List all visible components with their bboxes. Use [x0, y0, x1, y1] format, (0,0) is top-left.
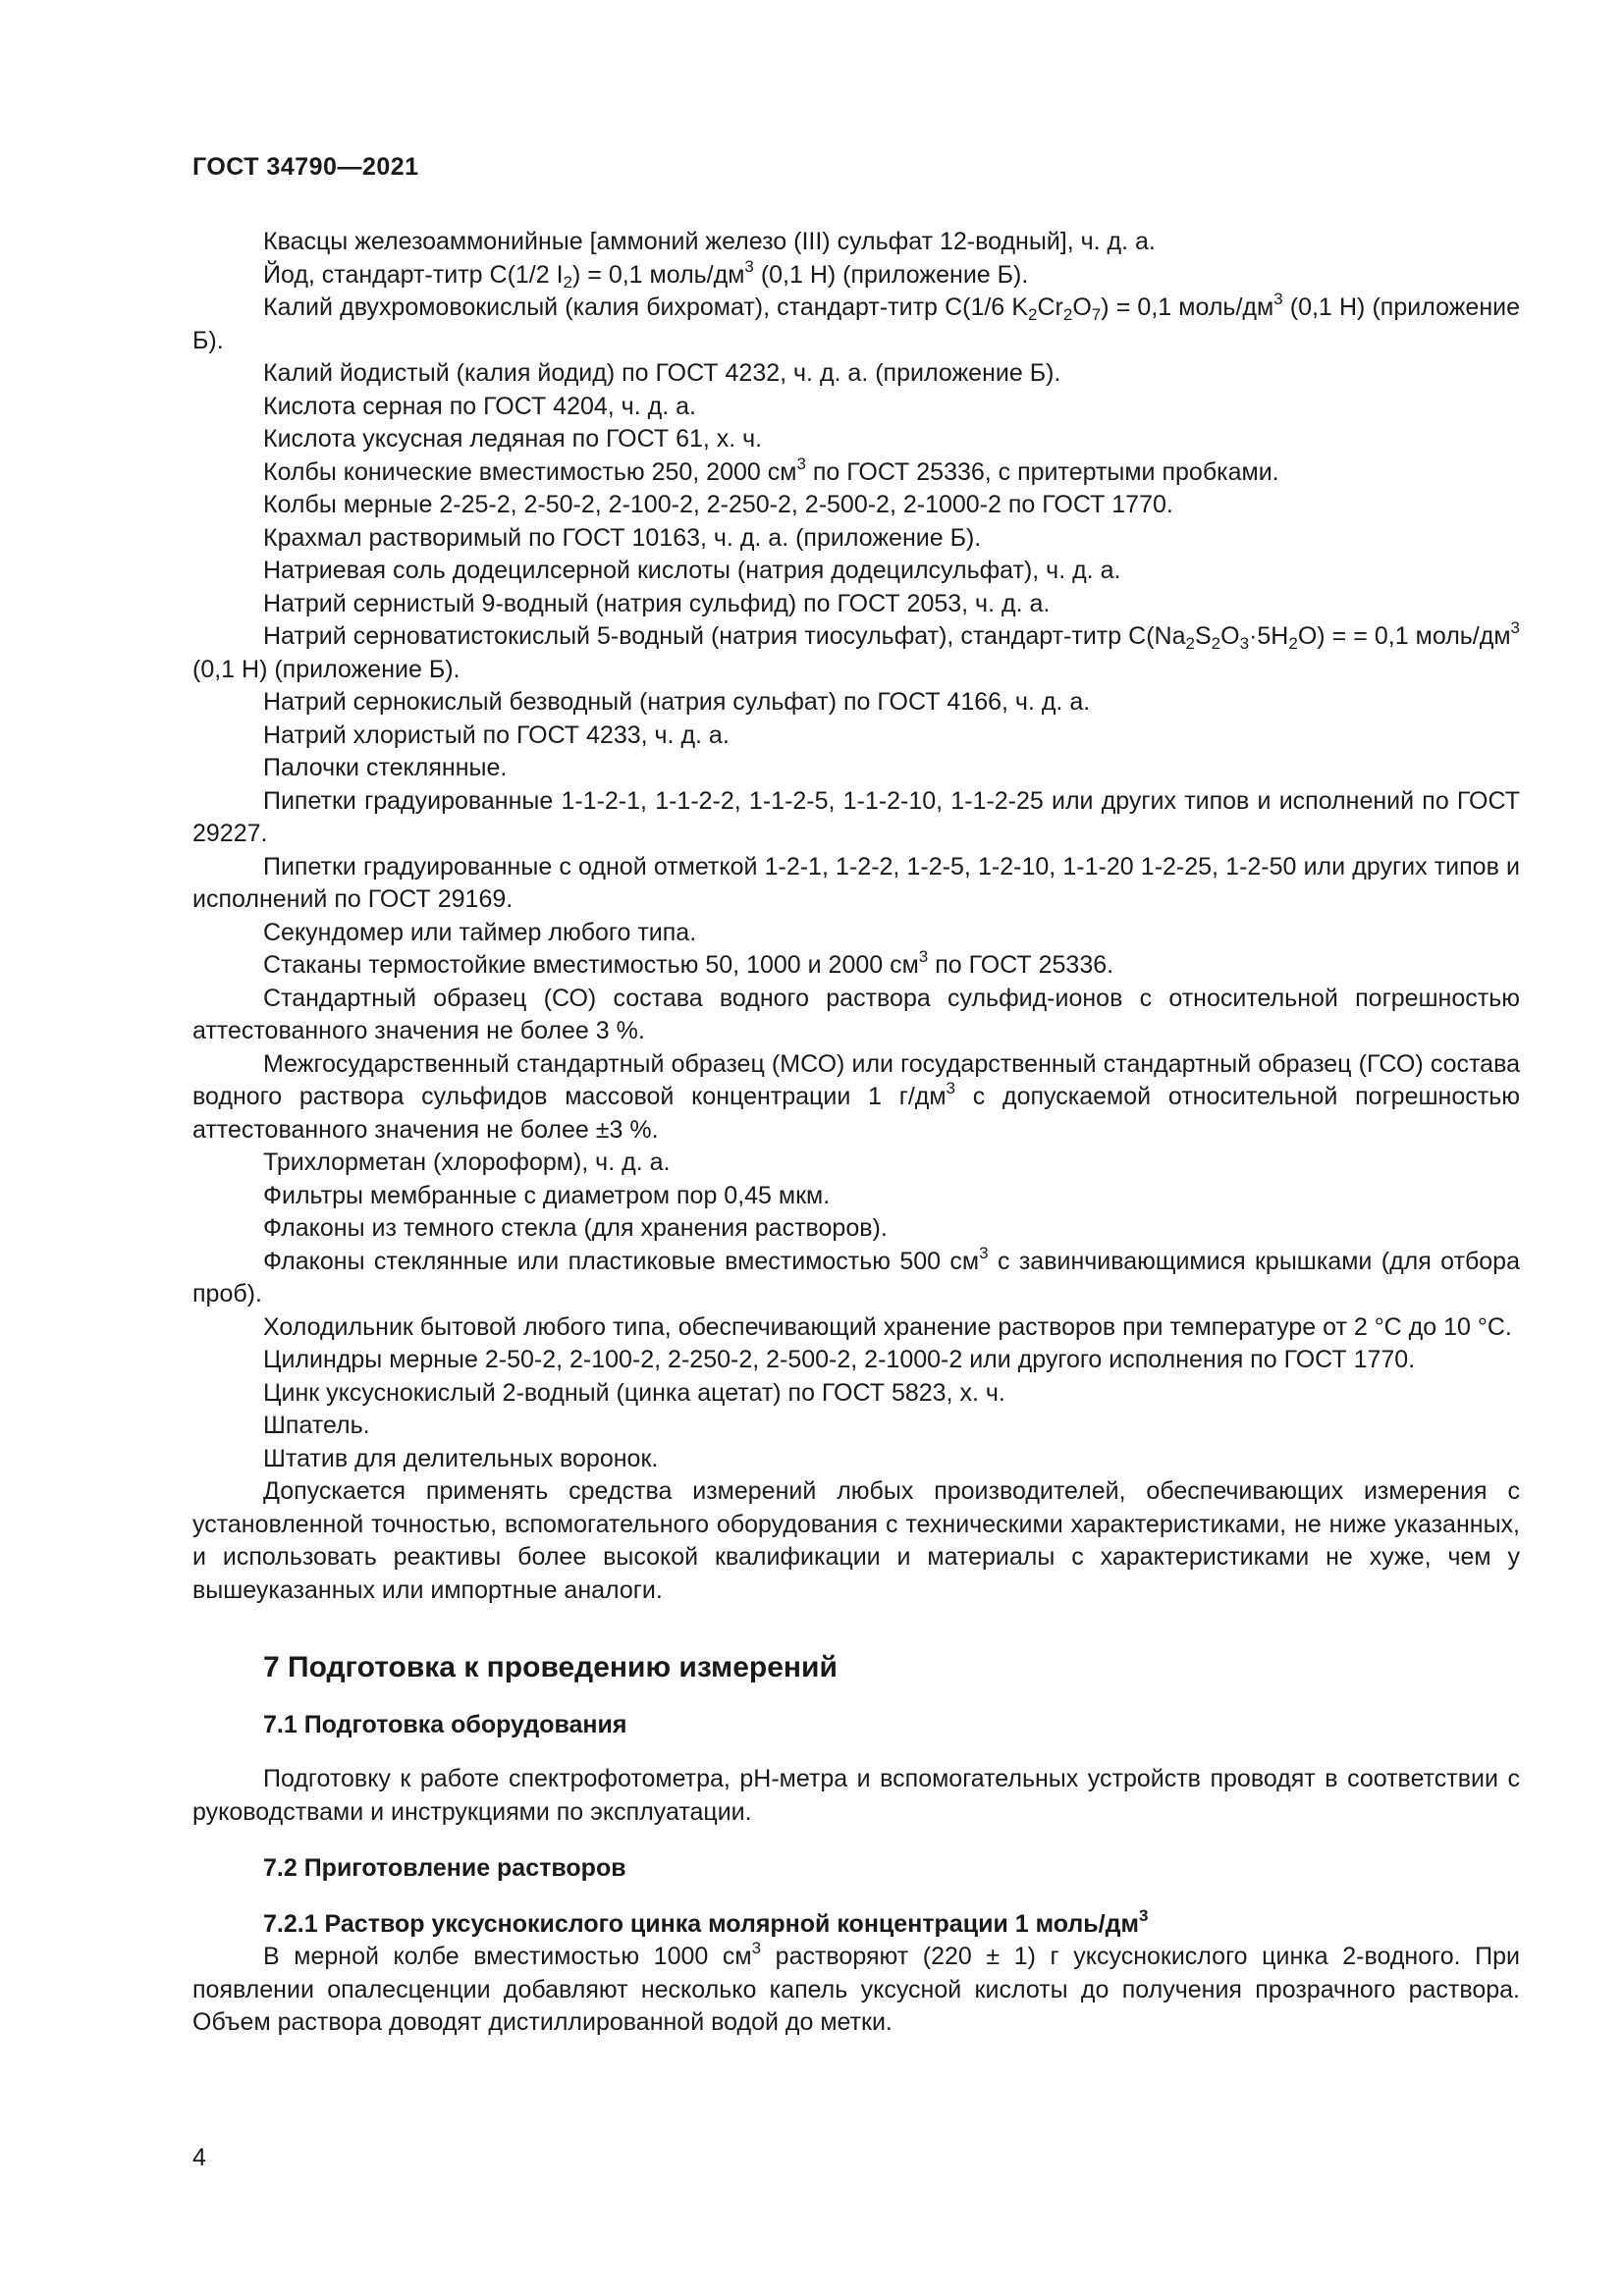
paragraph: Цилиндры мерные 2-50-2, 2-100-2, 2-250-2, 2-500-2, 2-1000-2 или другого исполнения по ГОСТ 1770. [263, 1346, 1416, 1373]
section-7-2-1-text: В мерной колбе вместимостью 1000 $см^3$ растворяют (220 ± 1) г уксуснокислого цинка 2-водного. При появлении опалесценции добавляют несколько капель уксусной кислоты до получения прозрачного раствора. Объем раствора доводят дистиллированной водой до метки. [192, 1939, 1520, 2036]
section-7-2-heading: 7.2 Приготовление растворов [263, 1854, 626, 1882]
paragraph: Холодильник бытовой любого типа, обеспечивающий хранение растворов при температуре от 2 °С до 10 °С. [263, 1312, 1512, 1341]
paragraph-tiosulfat: Натрий серноватистокислый 5-водный (натрия тиосульфат), стандарт-титр $С(Na_2S_2O_3\cdot 5H_2O)$ = = 0,1 моль/$дм^3$ (0,1 Н) (приложение Б). [192, 618, 1520, 683]
paragraph: Стандартный образец (СО) состава водного раствора сульфид-ионов с относительной погрешностью аттестованного значения не более 3 %. [192, 984, 1520, 1044]
paragraph: Трихлорметан (хлороформ), ч. д. а. [263, 1148, 671, 1176]
paragraph: Натриевая соль додецилсерной кислоты (натрия додецилсульфат), ч. д. а. [263, 557, 1121, 584]
paragraph: Колбы мерные 2-25-2, 2-50-2, 2-100-2, 2-250-2, 2-500-2, 2-1000-2 по ГОСТ 1770. [263, 491, 1173, 518]
paragraph: Флаконы из темного стекла (для хранения растворов). [263, 1214, 888, 1242]
paragraph: Фильтры мембранные с диаметром пор 0,45 мкм. [263, 1181, 831, 1209]
paragraph-flakony: Флаконы стеклянные или пластиковые вместимостью 500 $см^3$ с завинчивающимися крышками (для отбора проб). [192, 1243, 1520, 1308]
paragraph: Пипетки градуированные с одной отметкой 1-2-1, 1-2-2, 1-2-5, 1-2-10, 1-1-20 1-2-25, 1-2-50 или других типов и исполнений по ГОСТ 29169. [192, 852, 1520, 913]
paragraph: Крахмал растворимый по ГОСТ 10163, ч. д. а. (приложение Б). [263, 523, 982, 552]
paragraph: Натрий хлористый по ГОСТ 4233, ч. д. а. [263, 721, 730, 749]
paragraph-iod: Йод, стандарт-титр С(1/2 $I_2) = 0,1$ моль/$дм^3$ (0,1 Н) (приложение Б). [263, 256, 1029, 292]
paragraph: Цинк уксуснокислый 2-водный (цинка ацетат) по ГОСТ 5823, х. ч. [263, 1378, 1005, 1407]
section-7-2-1-heading: 7.2.1 Раствор уксуснокислого цинка молярной концентрации 1 моль/$дм^3$ [263, 1906, 1149, 1938]
paragraph: Натрий сернистый 9-водный (натрия сульфид) по ГОСТ 2053, ч. д. а. [263, 589, 1051, 617]
paragraph: Кислота серная по ГОСТ 4204, ч. д. а. [263, 392, 696, 420]
document-header: ГОСТ 34790—2021 [192, 153, 419, 181]
paragraph: Квасцы железоаммонийные [аммоний железо (III) сульфат 12-водный], ч. д. а. [263, 228, 1156, 255]
paragraph: Секундомер или таймер любого типа. [263, 918, 697, 946]
paragraph-kaliy-bichromat: Калий двухромовокислый (калия бихромат), стандарт-титр С(1/6 $K_2Cr_2O_7) = 0,1$ моль/$дм^3$ (0,1 Н) (приложение Б). [192, 290, 1520, 354]
paragraph: Шпатель. [263, 1412, 370, 1439]
page-content [192, 226, 1520, 2040]
paragraph: Кислота уксусная ледяная по ГОСТ 61, х. ч. [263, 425, 763, 453]
paragraph: Допускается применять средства измерений любых производителей, обеспечивающих измерения с установленной точностью, вспомогательного оборудования с техническими характеристиками, не ниже указанных, и использовать реактивы более высокой квалификации и материалы с характеристиками не хуже, чем у вышеуказанных или импортные аналоги. [192, 1477, 1520, 1604]
paragraph: Пипетки градуированные 1-1-2-1, 1-1-2-2, 1-1-2-5, 1-1-2-10, 1-1-2-25 или других типов и исполнений по ГОСТ 29227. [192, 786, 1520, 847]
paragraph-stakany: Стаканы термостойкие вместимостью 50, 1000 и 2000 $см^3$ по ГОСТ 25336. [263, 947, 1114, 979]
section-7-1-heading: 7.1 Подготовка оборудования [263, 1711, 627, 1738]
section-7-heading: 7 Подготовка к проведению измерений [263, 1651, 838, 1683]
paragraph: Штатив для делительных воронок. [263, 1444, 659, 1472]
section-7-1-text: Подготовку к работе спектрофотометра, pH-метра и вспомогательных устройств проводят в соответствии с руководствами и инструкциями по эксплуатации. [192, 1765, 1520, 1826]
paragraph-kolby-konicheskie: Колбы конические вместимостью 250, 2000 $см^3$ по ГОСТ 25336, с притертыми пробками. [263, 454, 1279, 486]
paragraph: Натрий сернокислый безводный (натрия сульфат) по ГОСТ 4166, ч. д. а. [263, 688, 1091, 716]
paragraph-mso: Межгосударственный стандартный образец (МСО) или государственный стандартный образец (ГСО) состава водного раствора сульфидов массовой концентрации 1 $г/дм^3$ с допускаемой относительной погрешностью аттестованного значения не более ±3 %. [192, 1049, 1520, 1144]
paragraph: Калий йодистый (калия йодид) по ГОСТ 4232, ч. д. а. (приложение Б). [263, 359, 1061, 387]
page-number: 4 [192, 2144, 206, 2171]
paragraph: Палочки стеклянные. [263, 754, 508, 781]
